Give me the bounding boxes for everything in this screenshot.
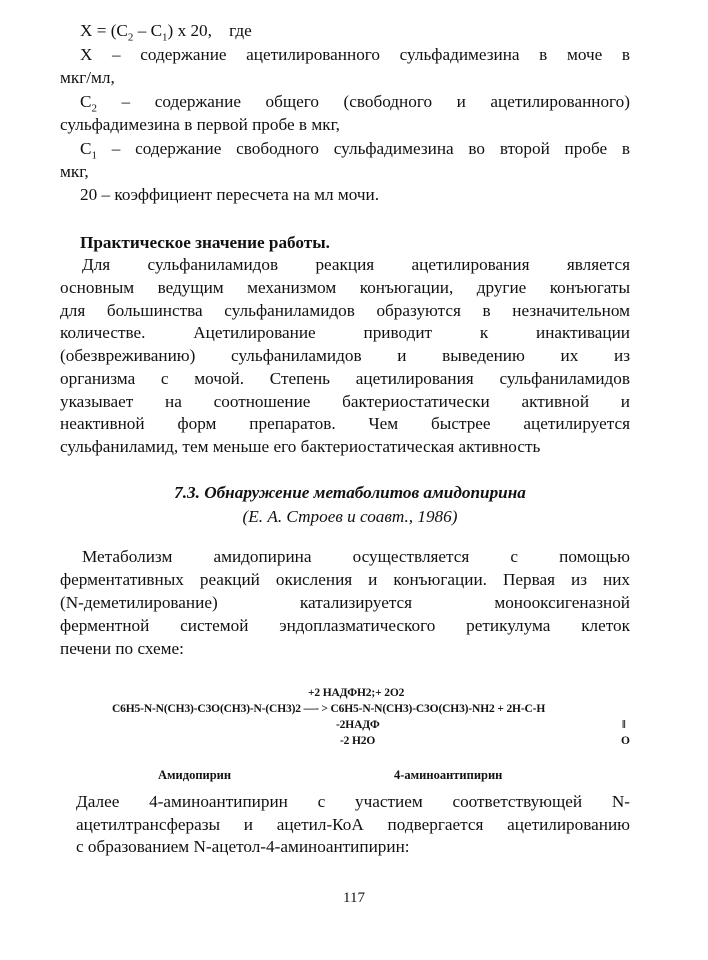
definition-c1-line2: мкг, [60,162,89,181]
formula-main: X = (C [80,21,128,40]
definition-x-line2: мкг/мл, [60,68,115,87]
metabolism-line: ферментативных реакций окисления и конъюгации. Первая из них [60,570,630,589]
practical-line: сульфаниламид, тем меньше его бактериостатическая активность [60,437,541,456]
definition-c2-text: – содержание общего (свободного и ацетилированного) [96,92,630,111]
scheme-equation: C6H5-N-N(CH3)-C3O(CH3)-N-(CH3)2 —- > C6H5-N-N(CH3)-C3O(CH3)-NH2 + 2H-C-H [112,703,546,715]
practical-line: Для сульфаниламидов реакция ацетилирования является [82,255,630,274]
continuation-line: Далее 4-аминоантипирин с участием соответствующей N- [76,792,630,811]
section-title: 7.3. Обнаружение метаболитов амидопирина [174,483,526,502]
practical-line: основным ведущим механизмом конъюгации, другие конъюгаты [60,278,630,297]
practical-line: количестве. Ацетилирование приводит к инактивации [60,323,630,342]
scheme-bond: ‖ [622,719,626,731]
scheme-reagent-below-2: -2 H2O [340,735,376,747]
metabolism-line: (N-деметилирование) катализируется монооксигеназной [60,593,630,612]
scheme-oxygen: O [621,735,630,747]
definition-c2-sub: 2 [91,102,97,115]
formula-sub-1: 1 [162,31,168,44]
practical-line: организма с мочой. Степень ацетилирования сульфаниламидов [60,369,630,388]
section-subtitle: (Е. А. Строев и соавт., 1986) [242,507,458,526]
scheme-label-amidopyrine: Амидопирин [158,768,232,782]
definition-c1-text: – содержание свободного сульфадимезина во второй пробе в [96,139,630,158]
definition-c2-line2: сульфадимезина в первой пробе в мкг, [60,115,340,134]
metabolism-line: печени по схеме: [60,639,184,658]
definition-20: 20 – коэффициент пересчета на мл мочи. [80,185,380,204]
page-number: 117 [343,890,365,906]
metabolism-line: Метаболизм амидопирина осуществляется с помощью [82,547,630,566]
scheme-reagents-above: +2 НАДФН2;+ 2О2 [308,687,405,699]
formula-tail: ) x 20, где [167,21,252,40]
practical-line: неактивной форм препаратов. Чем быстрее ацетилируется [60,414,630,433]
formula-sub-2: 2 [127,31,134,44]
formula-minus: – C [133,21,163,40]
practical-line: для большинства сульфаниламидов образуются в незначительном [60,301,630,320]
continuation-line: с образованием N-ацетол-4-аминоантипирин: [76,837,410,856]
continuation-line: ацетилтрансферазы и ацетил-КоА подвергается ацетилированию [76,815,630,834]
practical-heading: Практическое значение работы. [80,233,330,252]
practical-line: (обезвреживанию) сульфаниламидов и выведению их из [60,346,630,365]
definition-c1-symbol: C [80,139,92,158]
definition-c2-symbol: C [80,92,92,111]
practical-line: указывает на соотношение бактериостатически активной и [60,392,630,411]
scheme-label-aminoantipyrine: 4-аминоантипирин [394,768,503,782]
definition-c1-sub: 1 [91,149,97,162]
definition-x-line1: X – содержание ацетилированного сульфадимезина в моче в [80,45,630,64]
scheme-reagent-below-1: -2НАДФ [336,719,380,731]
metabolism-line: ферментной системой эндоплазматического ретикулума клеток [60,616,630,635]
